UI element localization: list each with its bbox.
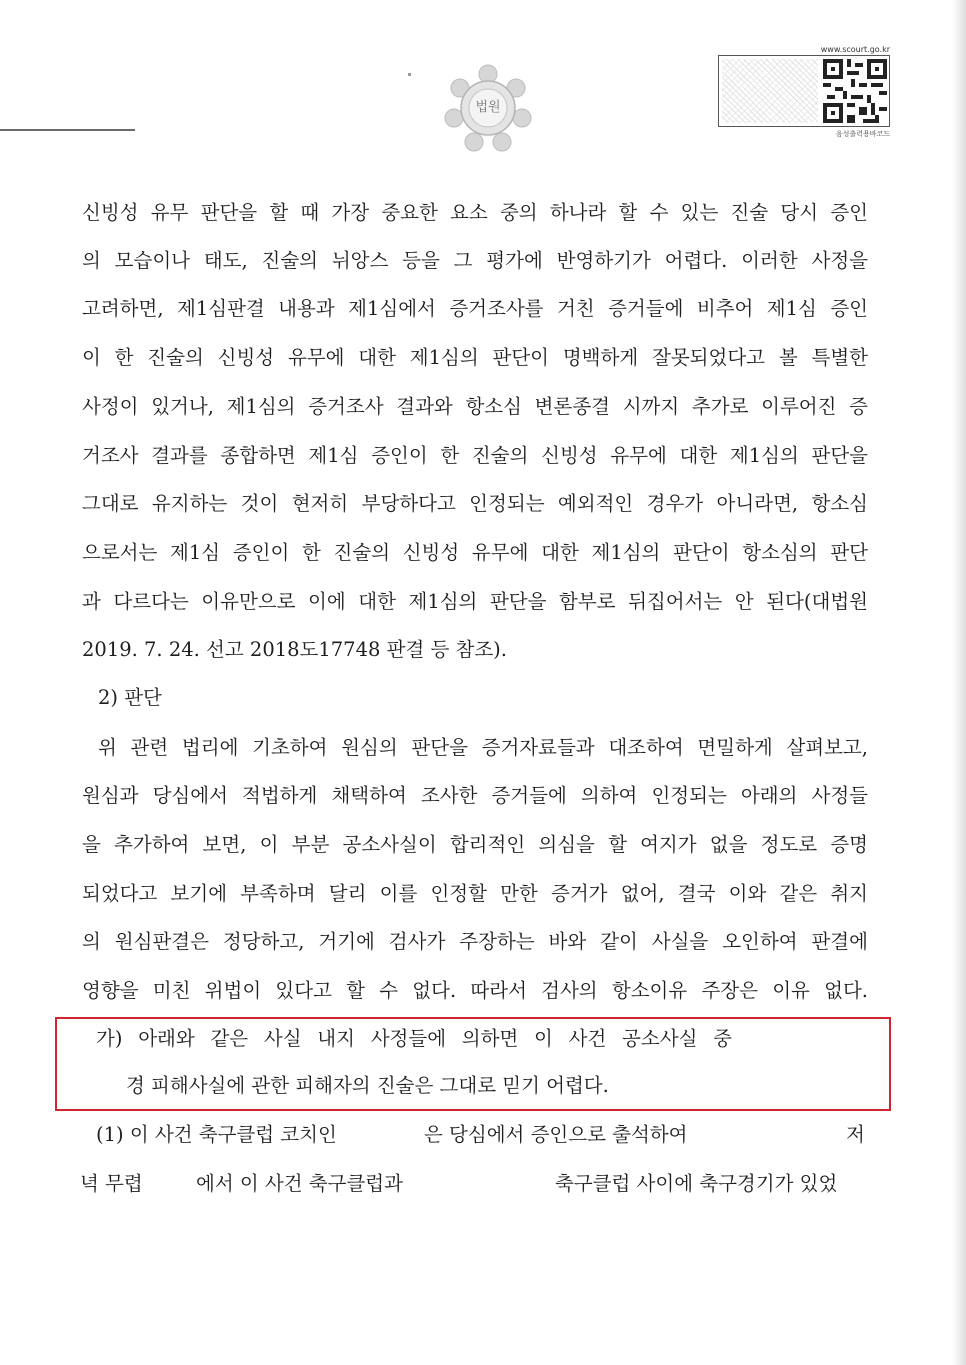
barcode-caption: 음성출력용바코드 xyxy=(835,130,890,138)
court-emblem-label: 법원 xyxy=(475,100,501,115)
body-line: 되었다고 보기에 부족하며 달리 이를 인정할 만한 증거가 없어, 결국 이와 같은 취지 xyxy=(82,882,868,905)
body-line: 위 관련 법리에 기초하여 원심의 판단을 증거자료들과 대조하여 면밀하게 살펴보고, xyxy=(98,736,868,759)
item-1-text: 은 당심에서 증인으로 출석하여 xyxy=(424,1123,688,1146)
left-margin-rule xyxy=(0,129,135,131)
body-line: 의 모습이나 태도, 진술의 뉘앙스 등을 그 평가에 반영하기가 어렵다. 이러한 사정을 xyxy=(82,249,868,272)
body-line: 영향을 미친 위법이 있다고 할 수 없다. 따라서 검사의 항소이유 주장은 이유 없다. xyxy=(82,979,868,1002)
body-line: 그대로 유지하는 것이 현저히 부당하다고 인정되는 예외적인 경우가 아니라면, 항소심 xyxy=(82,492,868,515)
section-heading: 2) 판단 xyxy=(98,686,162,709)
page-edge-shadow xyxy=(952,0,966,1365)
item-1-text: 에서 이 사건 축구클럽과 xyxy=(196,1172,403,1195)
body-line: 원심과 당심에서 적법하게 채택하여 조사한 증거들에 의하여 인정되는 아래의 사정들 xyxy=(82,784,868,807)
body-line: 2019. 7. 24. 선고 2018도17748 판결 등 참조). xyxy=(82,638,507,661)
item-1-text: 저 xyxy=(846,1123,865,1146)
qr-code-icon xyxy=(823,59,887,123)
body-line: 사정이 있거나, 제1심의 증거조사 결과와 항소심 변론종결 시까지 추가로 이루어진 증 xyxy=(82,395,868,418)
body-line: 이 한 진술의 신빙성 유무에 대한 제1심의 판단이 명백하게 잘못되었다고 볼 특별한 xyxy=(82,346,868,369)
barcode-pattern xyxy=(722,59,818,123)
item-1-text: 축구클럽 사이에 축구경기가 있었 xyxy=(555,1172,838,1195)
body-line: 거조사 결과를 종합하면 제1심 증인이 한 진술의 신빙성 유무에 대한 제1심의 판단을 xyxy=(82,444,868,467)
highlight-line: 가) 아래와 같은 사실 내지 사정들에 의하면 이 사건 공소사실 중 xyxy=(96,1027,732,1050)
body-line: 신빙성 유무 판단을 할 때 가장 중요한 요소 중의 하나라 할 수 있는 진술 당시 증인 xyxy=(82,201,868,224)
body-line: 을 추가하여 보면, 이 부분 공소사실이 합리적인 의심을 할 여지가 없을 정도로 증명 xyxy=(82,833,868,856)
body-line: 의 원심판결은 정당하고, 거기에 검사가 주장하는 바와 같이 사실을 오인하여 판결에 xyxy=(82,930,868,953)
item-1-text: 녁 무렵 xyxy=(80,1172,143,1195)
body-line: 으로서는 제1심 증인이 한 진술의 신빙성 유무에 대한 제1심의 판단이 항소심의 판단 xyxy=(82,541,868,564)
print-barcode-box xyxy=(718,55,890,127)
body-line: 고려하면, 제1심판결 내용과 제1심에서 증거조사를 거친 증거들에 비추어 제1심 증인 xyxy=(82,297,868,320)
item-1-text: (1) 이 사건 축구클럽 코치인 xyxy=(96,1123,337,1146)
barcode-url: www.scourt.go.kr xyxy=(820,45,890,54)
scan-speck xyxy=(408,73,411,76)
highlight-line: 경 피해사실에 관한 피해자의 진술은 그대로 믿기 어렵다. xyxy=(126,1074,609,1097)
body-line: 과 다르다는 이유만으로 이에 대한 제1심의 판단을 함부로 뒤집어서는 안 된다(대법원 xyxy=(82,590,868,613)
